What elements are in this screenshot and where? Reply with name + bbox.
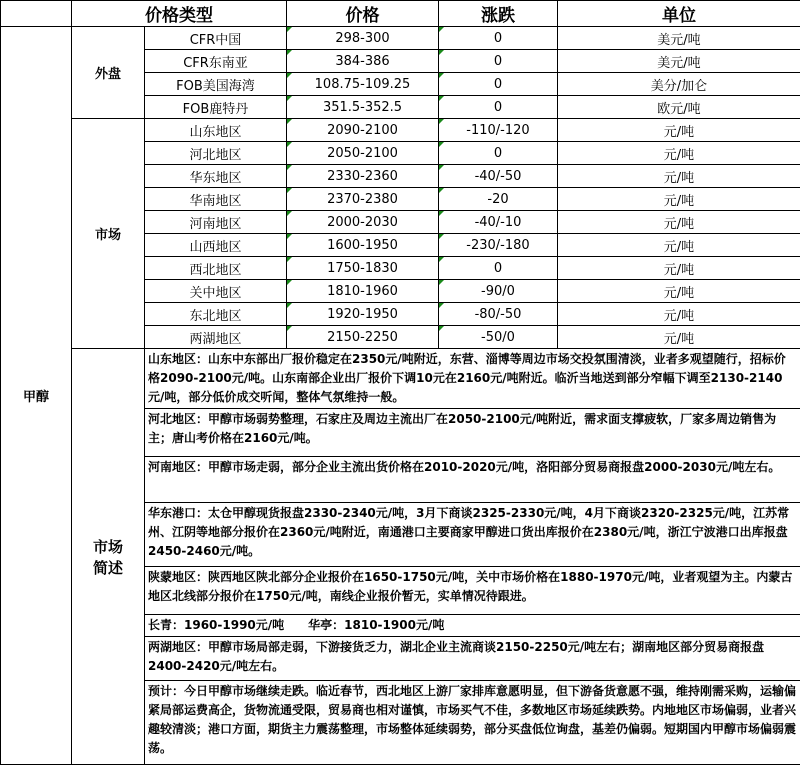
header-row (1, 1, 800, 27)
price-change: 0 (439, 142, 558, 165)
price-value: 384-386 (287, 50, 439, 73)
price-value: 1810-1960 (287, 280, 439, 303)
price-unit: 元/吨 (558, 165, 800, 188)
price-change: -40/-10 (439, 211, 558, 234)
price-type-name: CFR中国 (145, 27, 287, 50)
price-unit: 美分/加仑 (558, 73, 800, 96)
price-type-name: FOB鹿特丹 (145, 96, 287, 119)
price-unit: 元/吨 (558, 119, 800, 142)
price-change: -20 (439, 188, 558, 211)
price-type-name: 华东地区 (145, 165, 287, 188)
price-type-name: 华南地区 (145, 188, 287, 211)
commentary-shaanxi-mongolia: 陕蒙地区：陕西地区陕北部分企业报价在1650-1750元/吨，关中市场价格在1880-1970元/吨，业者观望为主。内蒙古地区北线部分报价在1750元/吨，南线企业报价暂无，实单情况待跟进。 (145, 567, 800, 615)
group-commentary-line1: 市场 (92, 537, 123, 556)
price-value: 2000-2030 (287, 211, 439, 234)
price-value: 2330-2360 (287, 165, 439, 188)
price-value: 108.75-109.25 (287, 73, 439, 96)
price-unit: 元/吨 (558, 257, 800, 280)
price-change: -50/0 (439, 326, 558, 349)
price-change: -80/-50 (439, 303, 558, 326)
price-type-name: CFR东南亚 (145, 50, 287, 73)
price-value: 2090-2100 (287, 119, 439, 142)
price-type-name: 河北地区 (145, 142, 287, 165)
price-value: 2050-2100 (287, 142, 439, 165)
price-change: 0 (439, 257, 558, 280)
commentary-lianghu: 两湖地区：甲醇市场局部走弱，下游接货乏力，湖北企业主流商谈2150-2250元/吨左右；湖南地区部分贸易商报盘2400-2420元/吨左右。 (145, 637, 800, 681)
price-unit: 美元/吨 (558, 50, 800, 73)
price-change: 0 (439, 96, 558, 119)
price-type-name: 关中地区 (145, 280, 287, 303)
table-row (1, 27, 800, 50)
commentary-changqing-huating: 长青：1960-1990元/吨 华亭：1810-1900元/吨 (145, 615, 800, 637)
price-change: 0 (439, 50, 558, 73)
group-commentary (72, 349, 145, 765)
price-change: -110/-120 (439, 119, 558, 142)
price-type-name: 河南地区 (145, 211, 287, 234)
price-change: 0 (439, 73, 558, 96)
price-value: 2370-2380 (287, 188, 439, 211)
group-market: 市场 (72, 119, 145, 349)
header-unit: 单位 (558, 1, 800, 27)
commentary-hebei: 河北地区：甲醇市场弱势整理，石家庄及周边主流出厂在2050-2100元/吨附近，需求面支撑疲软，厂家多周边销售为主；唐山考价格在2160元/吨。 (145, 409, 800, 457)
price-type-name: FOB美国海湾 (145, 73, 287, 96)
commentary-east-china-port: 华东港口：太仓甲醇现货报盘2330-2340元/吨，3月下商谈2325-2330元/吨，4月下商谈2320-2325元/吨，江苏常州、江阴等地部分报价在2360元/吨附近，南通港口主要商家甲醇进口货出库报价在2380元/吨，浙江宁波港口出库报盘2450-2460元/吨。 (145, 503, 800, 567)
price-change: -40/-50 (439, 165, 558, 188)
commentary-henan: 河南地区：甲醇市场走弱，部分企业主流出货价格在2010-2020元/吨，洛阳部分贸易商报盘2000-2030元/吨左右。 (145, 457, 800, 503)
price-change: -230/-180 (439, 234, 558, 257)
group-external: 外盘 (72, 27, 145, 119)
price-value: 298-300 (287, 27, 439, 50)
price-unit: 元/吨 (558, 326, 800, 349)
price-value: 1600-1950 (287, 234, 439, 257)
price-type-name: 山西地区 (145, 234, 287, 257)
price-type-name: 山东地区 (145, 119, 287, 142)
price-unit: 元/吨 (558, 234, 800, 257)
price-value: 2150-2250 (287, 326, 439, 349)
price-unit: 欧元/吨 (558, 96, 800, 119)
header-price-type: 价格类型 (72, 1, 287, 27)
header-price: 价格 (287, 1, 439, 27)
price-unit: 美元/吨 (558, 27, 800, 50)
price-unit: 元/吨 (558, 142, 800, 165)
price-value: 1920-1950 (287, 303, 439, 326)
header-blank (1, 1, 72, 27)
commentary-row (1, 349, 800, 409)
commentary-forecast: 预计：今日甲醇市场继续走跌。临近春节，西北地区上游厂家排库意愿明显，但下游备货意愿不强，维持刚需采购，运输偏紧局部运费高企，货物流通受限，贸易商也相对谨慎，市场买气不佳，多数地区市场延续跌势。内地地区市场偏弱，业者兴趣较清淡；港口方面，期货主力震荡整理，市场整体延续弱势，部分买盘低位询盘，基差仍偏弱。短期国内甲醇市场偏弱震荡。 (145, 681, 800, 765)
price-unit: 元/吨 (558, 303, 800, 326)
header-change: 涨跌 (439, 1, 558, 27)
price-change: -90/0 (439, 280, 558, 303)
price-unit: 元/吨 (558, 280, 800, 303)
price-value: 1750-1830 (287, 257, 439, 280)
price-change: 0 (439, 27, 558, 50)
product-name: 甲醇 (1, 27, 72, 765)
commentary-shandong: 山东地区：山东中东部出厂报价稳定在2350元/吨附近，东营、淄博等周边市场交投氛围清淡，业者多观望随行，招标价格2090-2100元/吨。山东南部企业出厂报价下调10元在2160元/吨附近。临沂当地送到部分窄幅下调至2130-2140元/吨，部分低价成交听闻，整体气氛维持一般。 (145, 349, 800, 409)
price-type-name: 两湖地区 (145, 326, 287, 349)
price-unit: 元/吨 (558, 188, 800, 211)
price-value: 351.5-352.5 (287, 96, 439, 119)
group-commentary-line2: 简述 (92, 558, 123, 577)
table-row (1, 119, 800, 142)
price-type-name: 东北地区 (145, 303, 287, 326)
price-type-name: 西北地区 (145, 257, 287, 280)
price-unit: 元/吨 (558, 211, 800, 234)
